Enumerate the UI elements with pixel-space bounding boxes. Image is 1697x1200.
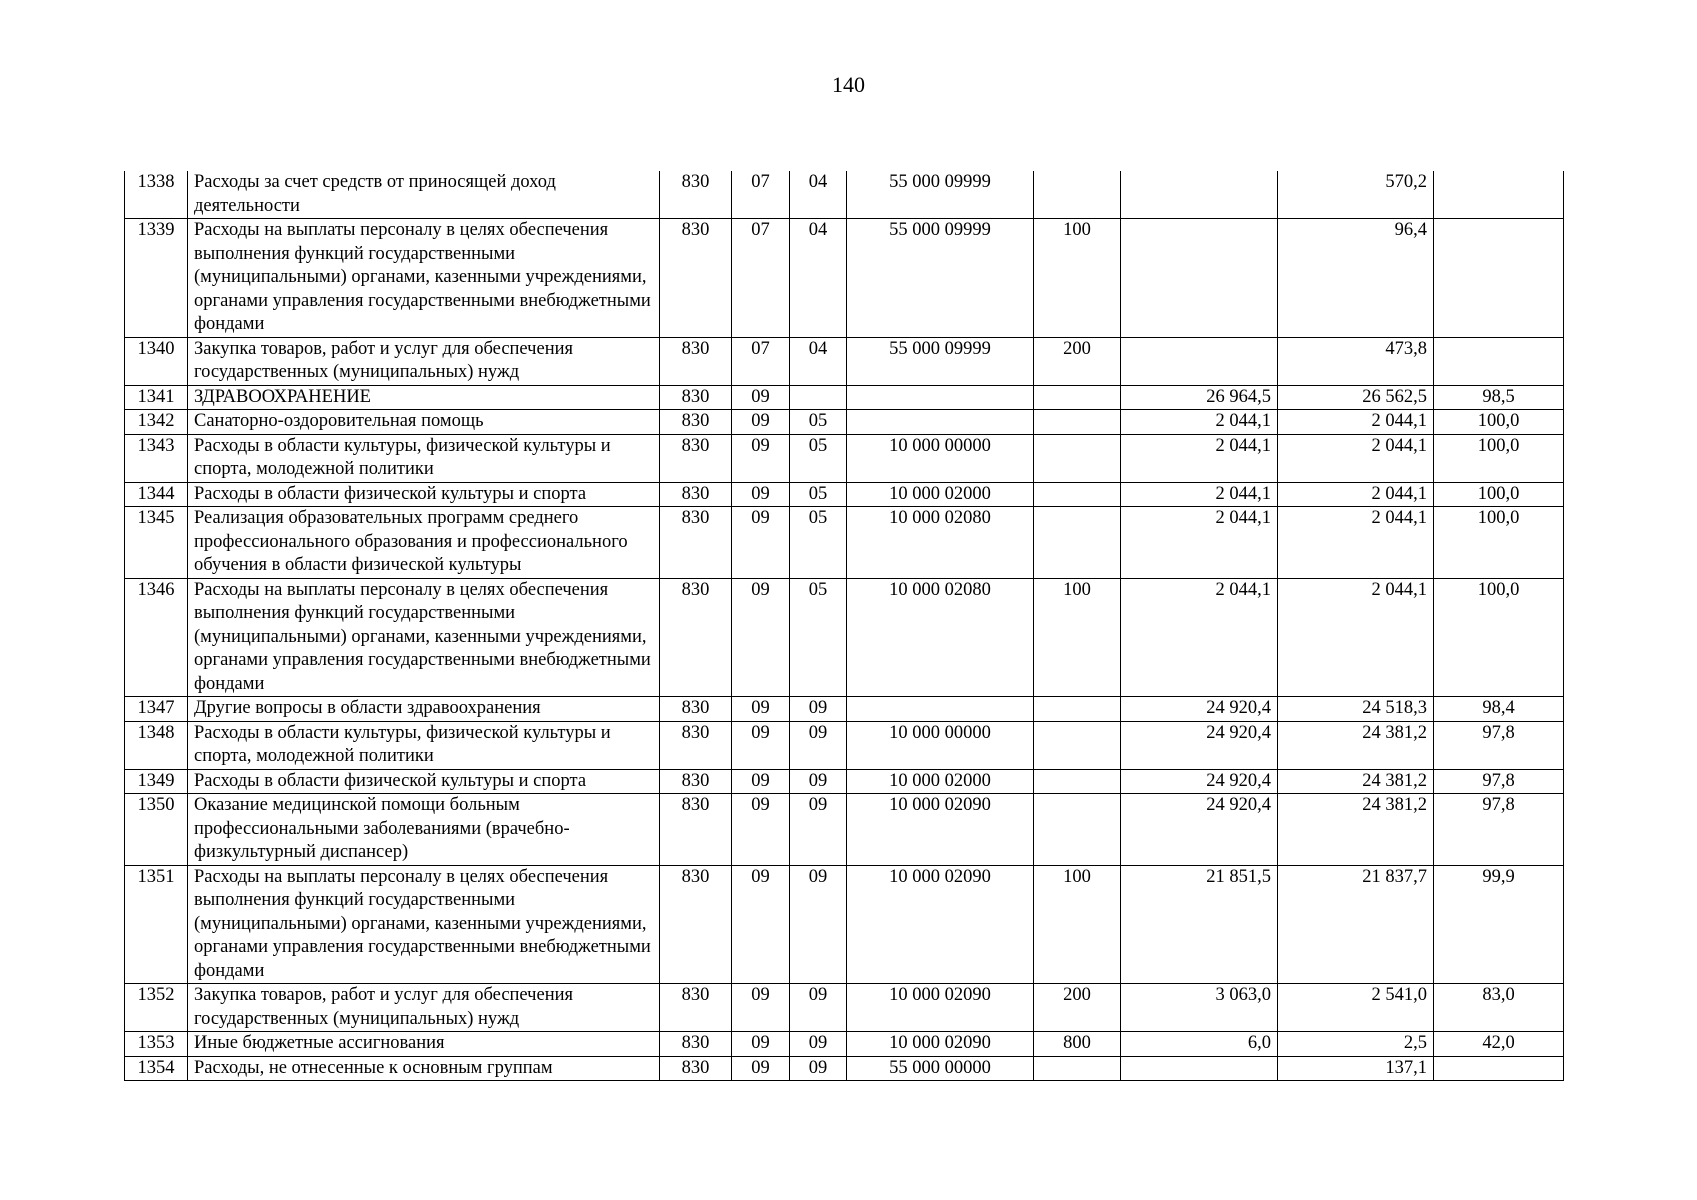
- department-code-cell: 830: [660, 507, 732, 579]
- actual-amount-cell: 2 044,1: [1278, 482, 1434, 507]
- subsection-code-cell: 09: [790, 794, 847, 866]
- section-code-cell: 09: [732, 578, 790, 697]
- actual-amount-cell: 24 381,2: [1278, 769, 1434, 794]
- section-code-cell: 07: [732, 171, 790, 219]
- item-name-cell: Расходы за счет средств от приносящей доход деятельности: [188, 171, 660, 219]
- actual-amount-cell: 96,4: [1278, 219, 1434, 338]
- execution-percent-cell: 100,0: [1434, 410, 1564, 435]
- row-number-cell: 1354: [125, 1056, 188, 1081]
- section-code-cell: 09: [732, 1056, 790, 1081]
- item-name-cell: ЗДРАВООХРАНЕНИЕ: [188, 385, 660, 410]
- row-number-cell: 1338: [125, 171, 188, 219]
- row-number-cell: 1346: [125, 578, 188, 697]
- subsection-code-cell: 09: [790, 865, 847, 984]
- actual-amount-cell: 570,2: [1278, 171, 1434, 219]
- expense-type-cell: 100: [1034, 219, 1121, 338]
- row-number-cell: 1339: [125, 219, 188, 338]
- page-number: 140: [832, 72, 865, 97]
- expense-type-cell: 100: [1034, 578, 1121, 697]
- subsection-code-cell: 09: [790, 984, 847, 1032]
- table-row: [125, 385, 1564, 410]
- subsection-code-cell: 09: [790, 697, 847, 722]
- section-code-cell: 09: [732, 721, 790, 769]
- department-code-cell: 830: [660, 794, 732, 866]
- item-name-cell: Расходы на выплаты персоналу в целях обеспечения выполнения функций государственными (муниципальными) органами, казенными учреждениями, органами управления государственными внебюджетными фондами: [188, 865, 660, 984]
- department-code-cell: 830: [660, 434, 732, 482]
- section-code-cell: 09: [732, 385, 790, 410]
- execution-percent-cell: 100,0: [1434, 578, 1564, 697]
- subsection-code-cell: 04: [790, 171, 847, 219]
- item-name-cell: Расходы на выплаты персоналу в целях обеспечения выполнения функций государственными (муниципальными) органами, казенными учреждениями, органами управления государственными внебюджетными фондами: [188, 578, 660, 697]
- item-name-cell: Расходы в области культуры, физической культуры и спорта, молодежной политики: [188, 721, 660, 769]
- planned-amount-cell: 3 063,0: [1121, 984, 1278, 1032]
- table-row: [125, 697, 1564, 722]
- budget-table: [124, 171, 1564, 1081]
- row-number-cell: 1349: [125, 769, 188, 794]
- item-name-cell: Реализация образовательных программ среднего профессионального образования и профессионального обучения в области физической культуры: [188, 507, 660, 579]
- expense-type-cell: [1034, 482, 1121, 507]
- department-code-cell: 830: [660, 482, 732, 507]
- target-article-cell: [847, 697, 1034, 722]
- target-article-cell: 10 000 02080: [847, 507, 1034, 579]
- target-article-cell: 55 000 09999: [847, 219, 1034, 338]
- planned-amount-cell: 2 044,1: [1121, 578, 1278, 697]
- item-name-cell: Расходы в области культуры, физической культуры и спорта, молодежной политики: [188, 434, 660, 482]
- item-name-cell: Расходы на выплаты персоналу в целях обеспечения выполнения функций государственными (муниципальными) органами, казенными учреждениями, органами управления государственными внебюджетными фондами: [188, 219, 660, 338]
- table-row: [125, 1056, 1564, 1081]
- row-number-cell: 1347: [125, 697, 188, 722]
- target-article-cell: 10 000 02080: [847, 578, 1034, 697]
- department-code-cell: 830: [660, 578, 732, 697]
- table-row: [125, 507, 1564, 579]
- section-code-cell: 09: [732, 697, 790, 722]
- item-name-cell: Расходы, не отнесенные к основным группам: [188, 1056, 660, 1081]
- table-row: [125, 794, 1564, 866]
- planned-amount-cell: 2 044,1: [1121, 507, 1278, 579]
- subsection-code-cell: 05: [790, 434, 847, 482]
- planned-amount-cell: 2 044,1: [1121, 410, 1278, 435]
- execution-percent-cell: 97,8: [1434, 769, 1564, 794]
- department-code-cell: 830: [660, 385, 732, 410]
- target-article-cell: 10 000 00000: [847, 721, 1034, 769]
- section-code-cell: 09: [732, 984, 790, 1032]
- expense-type-cell: 800: [1034, 1032, 1121, 1057]
- execution-percent-cell: 97,8: [1434, 794, 1564, 866]
- expense-type-cell: [1034, 434, 1121, 482]
- row-number-cell: 1341: [125, 385, 188, 410]
- subsection-code-cell: 04: [790, 337, 847, 385]
- department-code-cell: 830: [660, 171, 732, 219]
- execution-percent-cell: 100,0: [1434, 482, 1564, 507]
- planned-amount-cell: 2 044,1: [1121, 434, 1278, 482]
- planned-amount-cell: 24 920,4: [1121, 697, 1278, 722]
- expense-type-cell: [1034, 410, 1121, 435]
- planned-amount-cell: 24 920,4: [1121, 794, 1278, 866]
- expense-type-cell: 200: [1034, 337, 1121, 385]
- row-number-cell: 1350: [125, 794, 188, 866]
- expense-type-cell: [1034, 794, 1121, 866]
- row-number-cell: 1342: [125, 410, 188, 435]
- table-row: [125, 482, 1564, 507]
- planned-amount-cell: [1121, 171, 1278, 219]
- table-row: [125, 578, 1564, 697]
- department-code-cell: 830: [660, 337, 732, 385]
- planned-amount-cell: [1121, 337, 1278, 385]
- expense-type-cell: [1034, 171, 1121, 219]
- actual-amount-cell: 24 381,2: [1278, 721, 1434, 769]
- expense-type-cell: [1034, 721, 1121, 769]
- planned-amount-cell: 2 044,1: [1121, 482, 1278, 507]
- execution-percent-cell: 98,4: [1434, 697, 1564, 722]
- execution-percent-cell: [1434, 219, 1564, 338]
- section-code-cell: 09: [732, 482, 790, 507]
- planned-amount-cell: [1121, 1056, 1278, 1081]
- table-row: [125, 865, 1564, 984]
- actual-amount-cell: 21 837,7: [1278, 865, 1434, 984]
- department-code-cell: 830: [660, 769, 732, 794]
- expense-type-cell: 100: [1034, 865, 1121, 984]
- actual-amount-cell: 2 044,1: [1278, 578, 1434, 697]
- actual-amount-cell: 24 381,2: [1278, 794, 1434, 866]
- section-code-cell: 07: [732, 337, 790, 385]
- execution-percent-cell: 100,0: [1434, 507, 1564, 579]
- actual-amount-cell: 2,5: [1278, 1032, 1434, 1057]
- row-number-cell: 1348: [125, 721, 188, 769]
- subsection-code-cell: 09: [790, 721, 847, 769]
- actual-amount-cell: 2 044,1: [1278, 410, 1434, 435]
- table-row: [125, 434, 1564, 482]
- target-article-cell: 10 000 02090: [847, 865, 1034, 984]
- table-row: [125, 984, 1564, 1032]
- planned-amount-cell: 26 964,5: [1121, 385, 1278, 410]
- execution-percent-cell: 98,5: [1434, 385, 1564, 410]
- row-number-cell: 1351: [125, 865, 188, 984]
- actual-amount-cell: 24 518,3: [1278, 697, 1434, 722]
- item-name-cell: Закупка товаров, работ и услуг для обеспечения государственных (муниципальных) нужд: [188, 984, 660, 1032]
- item-name-cell: Закупка товаров, работ и услуг для обеспечения государственных (муниципальных) нужд: [188, 337, 660, 385]
- item-name-cell: Расходы в области физической культуры и спорта: [188, 482, 660, 507]
- target-article-cell: 55 000 09999: [847, 171, 1034, 219]
- department-code-cell: 830: [660, 1032, 732, 1057]
- row-number-cell: 1340: [125, 337, 188, 385]
- target-article-cell: 10 000 02000: [847, 482, 1034, 507]
- row-number-cell: 1343: [125, 434, 188, 482]
- section-code-cell: 09: [732, 410, 790, 435]
- table-row: [125, 769, 1564, 794]
- department-code-cell: 830: [660, 984, 732, 1032]
- actual-amount-cell: 2 541,0: [1278, 984, 1434, 1032]
- execution-percent-cell: 97,8: [1434, 721, 1564, 769]
- target-article-cell: 10 000 02000: [847, 769, 1034, 794]
- actual-amount-cell: 137,1: [1278, 1056, 1434, 1081]
- item-name-cell: Другие вопросы в области здравоохранения: [188, 697, 660, 722]
- expense-type-cell: [1034, 1056, 1121, 1081]
- section-code-cell: 09: [732, 769, 790, 794]
- expense-type-cell: 200: [1034, 984, 1121, 1032]
- department-code-cell: 830: [660, 1056, 732, 1081]
- department-code-cell: 830: [660, 721, 732, 769]
- target-article-cell: 10 000 00000: [847, 434, 1034, 482]
- subsection-code-cell: [790, 385, 847, 410]
- row-number-cell: 1345: [125, 507, 188, 579]
- planned-amount-cell: 6,0: [1121, 1032, 1278, 1057]
- table-row: [125, 410, 1564, 435]
- table-body: [125, 171, 1564, 1081]
- target-article-cell: 55 000 00000: [847, 1056, 1034, 1081]
- execution-percent-cell: 42,0: [1434, 1032, 1564, 1057]
- subsection-code-cell: 04: [790, 219, 847, 338]
- target-article-cell: 10 000 02090: [847, 984, 1034, 1032]
- execution-percent-cell: 99,9: [1434, 865, 1564, 984]
- department-code-cell: 830: [660, 410, 732, 435]
- item-name-cell: Санаторно-оздоровительная помощь: [188, 410, 660, 435]
- execution-percent-cell: [1434, 1056, 1564, 1081]
- table-row: [125, 337, 1564, 385]
- department-code-cell: 830: [660, 219, 732, 338]
- table-row: [125, 219, 1564, 338]
- section-code-cell: 07: [732, 219, 790, 338]
- planned-amount-cell: 24 920,4: [1121, 721, 1278, 769]
- execution-percent-cell: 100,0: [1434, 434, 1564, 482]
- subsection-code-cell: 09: [790, 1032, 847, 1057]
- department-code-cell: 830: [660, 697, 732, 722]
- subsection-code-cell: 05: [790, 578, 847, 697]
- actual-amount-cell: 2 044,1: [1278, 434, 1434, 482]
- expense-type-cell: [1034, 697, 1121, 722]
- expense-type-cell: [1034, 385, 1121, 410]
- subsection-code-cell: 05: [790, 507, 847, 579]
- target-article-cell: [847, 410, 1034, 435]
- row-number-cell: 1344: [125, 482, 188, 507]
- expense-type-cell: [1034, 769, 1121, 794]
- department-code-cell: 830: [660, 865, 732, 984]
- execution-percent-cell: [1434, 337, 1564, 385]
- planned-amount-cell: 24 920,4: [1121, 769, 1278, 794]
- subsection-code-cell: 05: [790, 482, 847, 507]
- target-article-cell: 10 000 02090: [847, 794, 1034, 866]
- subsection-code-cell: 09: [790, 769, 847, 794]
- section-code-cell: 09: [732, 507, 790, 579]
- execution-percent-cell: [1434, 171, 1564, 219]
- planned-amount-cell: [1121, 219, 1278, 338]
- item-name-cell: Оказание медицинской помощи больным профессиональными заболеваниями (врачебно-физкультурный диспансер): [188, 794, 660, 866]
- execution-percent-cell: 83,0: [1434, 984, 1564, 1032]
- planned-amount-cell: 21 851,5: [1121, 865, 1278, 984]
- item-name-cell: Расходы в области физической культуры и спорта: [188, 769, 660, 794]
- expense-type-cell: [1034, 507, 1121, 579]
- actual-amount-cell: 26 562,5: [1278, 385, 1434, 410]
- actual-amount-cell: 2 044,1: [1278, 507, 1434, 579]
- table-row: [125, 171, 1564, 219]
- target-article-cell: 10 000 02090: [847, 1032, 1034, 1057]
- section-code-cell: 09: [732, 794, 790, 866]
- target-article-cell: 55 000 09999: [847, 337, 1034, 385]
- target-article-cell: [847, 385, 1034, 410]
- table-row: [125, 1032, 1564, 1057]
- row-number-cell: 1352: [125, 984, 188, 1032]
- item-name-cell: Иные бюджетные ассигнования: [188, 1032, 660, 1057]
- section-code-cell: 09: [732, 1032, 790, 1057]
- table-row: [125, 721, 1564, 769]
- subsection-code-cell: 05: [790, 410, 847, 435]
- section-code-cell: 09: [732, 434, 790, 482]
- actual-amount-cell: 473,8: [1278, 337, 1434, 385]
- subsection-code-cell: 09: [790, 1056, 847, 1081]
- row-number-cell: 1353: [125, 1032, 188, 1057]
- section-code-cell: 09: [732, 865, 790, 984]
